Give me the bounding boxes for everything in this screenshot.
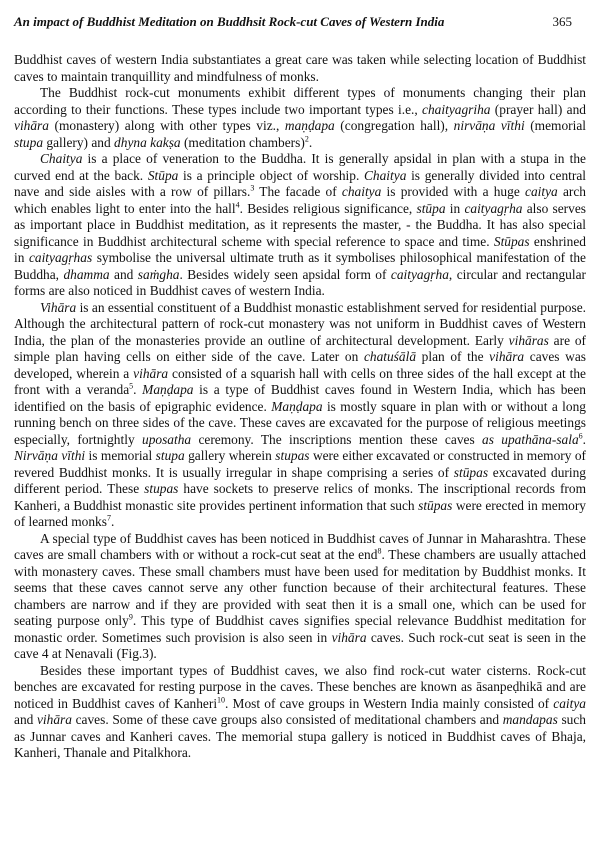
text-run: also serves as important place in Buddhist meditation, as it represents the master, - the Buddha. It has also special significance in Buddhist architectural scheme with special reference to space and time. <box>14 200 586 249</box>
italic-term: stupas <box>275 448 310 463</box>
text-run: (congregation hall), <box>334 118 454 133</box>
italic-term: mandapas <box>502 712 558 727</box>
text-run: symbolise the universal ultimate truth as it symbolises philosophical manifestation of the Buddha, <box>14 250 586 282</box>
text-run: is an essential constituent of a Buddhist monastic establishment served for residential purpose. Although the architectural pattern of rock-cut monastery was not uniform in Buddhist caves of Western India, the plan of the monasteries provide an outline of architectural development. Early <box>14 299 586 348</box>
italic-term: stūpas <box>453 464 489 480</box>
italic-term: caityagṛhas <box>28 250 93 265</box>
text-run: in <box>445 200 465 216</box>
text-run: Buddhist caves of western India substantiates a great care was taken while selecting location of Buddhist caves to maintain tranquillity and mindfulness of monks. <box>14 52 586 84</box>
italic-term: Chaitya <box>40 151 83 166</box>
text-run: consisted of a squarish hall with cells on three sides of the hall except at the front with a veranda <box>14 365 586 397</box>
text-run: are of simple plan having cells on either side of the cave. Later on <box>14 332 586 364</box>
text-run: (meditation chambers) <box>180 134 305 150</box>
text-run: (monastery) along with other types viz., <box>48 118 285 133</box>
text-run: . Besides religious significance, <box>239 200 417 216</box>
italic-term: Stūpas <box>493 233 530 249</box>
italic-term: maṇḍapa <box>284 118 335 133</box>
italic-term: caitya <box>553 695 586 711</box>
italic-term: Nirvāṇa vīthi <box>14 448 86 463</box>
text-run: (prayer hall) and <box>490 101 586 117</box>
text-run: . Most of cave groups in Western India mainly consisted of <box>225 695 554 711</box>
italic-term: Maṇḍapa <box>142 382 194 397</box>
text-run: . <box>133 382 143 397</box>
body-paragraph <box>14 151 586 300</box>
footnote-ref: 6 <box>578 431 583 441</box>
italic-term: Chaitya <box>363 167 407 183</box>
footnote-ref: 10 <box>217 695 226 705</box>
text-run: A special type of Buddhist caves has been noticed in Buddhist caves of Junnar in Maharashtra. These caves are small chambers with or without a rock-cut seat at the end <box>14 530 586 562</box>
text-run: have sockets to preserve relics of monks. The inscriptional records from Kanheri, a Buddhist monastic site provides pertinent information that such <box>14 481 586 513</box>
italic-term: vihāra <box>133 365 169 381</box>
text-run: is generally divided into central nave and side aisles with a row of pillars. <box>14 167 586 199</box>
italic-term: stūpa <box>416 200 446 216</box>
text-run: such as Junnar caves and Kanheri caves. The memorial stupa gallery is noticed in Buddhist caves of Bhaja, Kanheri, Thanale and Pitalkhora. <box>14 712 586 760</box>
text-run: enshrined in <box>14 233 586 265</box>
running-header <box>14 14 586 30</box>
footnote-ref: 8 <box>377 546 382 556</box>
running-title: An impact of Buddhist Meditation on Buddhsit Rock-cut Caves of Western India <box>14 14 445 29</box>
text-run: The Buddhist rock-cut monuments exhibit different types of monuments changing their plan according to their functions. These types include two important types i.e., <box>14 85 586 117</box>
italic-term: vihāras <box>508 332 549 348</box>
text-run: is provided with a huge <box>381 184 525 199</box>
footnote-ref: 3 <box>250 183 255 193</box>
text-run: arch which enables light to enter into the hall <box>14 184 586 216</box>
italic-term: caitya <box>525 184 558 199</box>
footnote-ref: 4 <box>235 200 240 210</box>
italic-term: Vihāra <box>40 299 77 315</box>
body-paragraph <box>14 85 586 151</box>
text-run: . <box>582 431 586 447</box>
text-run: and <box>109 266 138 282</box>
text-run: gallery wherein <box>184 448 276 463</box>
italic-term: stūpas <box>418 497 453 513</box>
italic-term: chatuśālā <box>363 349 417 364</box>
text-run: excavated during different period. These <box>14 464 586 496</box>
body-paragraph <box>14 300 586 531</box>
italic-term: Maṇḍapa <box>271 398 323 414</box>
text-run: The facade of <box>254 184 342 199</box>
text-run: were erected in memory of learned monks <box>14 497 586 529</box>
text-run: . This type of Buddhist caves signifies special relevance Buddhist meditation for monastic order. Sometimes such provision is also seen in <box>14 613 587 645</box>
italic-term: as upathāna-sala <box>482 431 579 447</box>
text-run: , circular and rectangular forms are also noticed in Buddhist caves of western India. <box>14 266 587 298</box>
text-run: and <box>14 712 37 727</box>
page-number: 365 <box>552 14 572 29</box>
text-run: caves was developed, wherein a <box>14 349 586 381</box>
italic-term: chaitya <box>341 184 382 199</box>
italic-term: caityagṛha <box>390 266 449 282</box>
italic-term: stupas <box>144 481 179 496</box>
italic-term: vihāra <box>489 349 525 364</box>
italic-term: dhamma <box>63 266 110 282</box>
italic-term: saṁgha <box>137 266 180 282</box>
footnote-ref: 7 <box>106 513 111 523</box>
text-run: . <box>110 514 115 529</box>
italic-term: vihāra <box>331 629 367 645</box>
text-run: gallery) and <box>43 134 115 150</box>
italic-term: Stūpa <box>147 167 179 183</box>
italic-term: uposatha <box>142 431 192 447</box>
italic-term: vihāra <box>36 712 72 727</box>
body-paragraph <box>14 52 586 85</box>
text-run: is a type of Buddhist caves found in Western India, which has been identified on the basis of epigraphic evidence. <box>14 382 586 414</box>
footnote-ref: 9 <box>128 612 133 622</box>
italic-term: stupa <box>155 448 185 463</box>
footnote-ref: 2 <box>304 134 309 144</box>
text-run: Besides these important types of Buddhist caves, we also find rock-cut water cisterns. Rock-cut benches are excavated for resting purpose in the caves. These benches are known as āsanpeḍhikā and are noticed in Buddhist caves of Kanheri <box>14 662 586 711</box>
text-run: . <box>308 134 313 150</box>
text-run: (memorial <box>524 118 586 133</box>
text-run: were either excavated or constructed in memory of revered Buddhist monks. It is usually irregular in shape comprising a series of <box>14 448 587 480</box>
footnote-ref: 5 <box>129 381 134 391</box>
text-run: . Besides widely seen apsidal form of <box>179 266 391 282</box>
italic-term: caityagṛha <box>464 200 523 216</box>
text-run: caves. Some of these cave groups also consisted of meditational chambers and <box>71 712 503 727</box>
text-run: is a place of veneration to the Buddha. It is generally apsidal in plan with a stupa in the curved end at the back. <box>14 151 586 183</box>
text-run: ceremony. The inscriptions mention these caves <box>191 431 483 447</box>
italic-term: chaityagriha <box>422 101 491 117</box>
italic-term: vihāra <box>14 118 49 133</box>
italic-term: dhyna kakṣa <box>114 134 181 150</box>
text-run: is mostly square in plan with or without a long running bench on three sides of the cave. These caves are excavated for the purpose of religious meetings especially, fortnightly <box>14 398 586 447</box>
text-run: is memorial <box>85 448 156 463</box>
text-run: is a principle object of worship. <box>178 167 364 183</box>
body-paragraph <box>14 663 586 762</box>
text-run: . These chambers are usually attached with monastery caves. These small chambers must have been used for meditation by Buddhist monks. It seems that these caves cannot serve any other function because of their architectural features. These chambers are narrow and if they are provided with seat then it is a small one, which can be used for seating purpose only <box>14 547 586 628</box>
italic-term: stupa <box>14 134 44 150</box>
text-run: caves. Such rock-cut seat is seen in the cave 4 at Nenavali (Fig.3). <box>14 629 586 661</box>
text-run: plan of the <box>416 349 490 364</box>
italic-term: nirvāṇa vīthi <box>453 118 525 133</box>
article-body <box>14 52 586 762</box>
body-paragraph <box>14 531 586 663</box>
